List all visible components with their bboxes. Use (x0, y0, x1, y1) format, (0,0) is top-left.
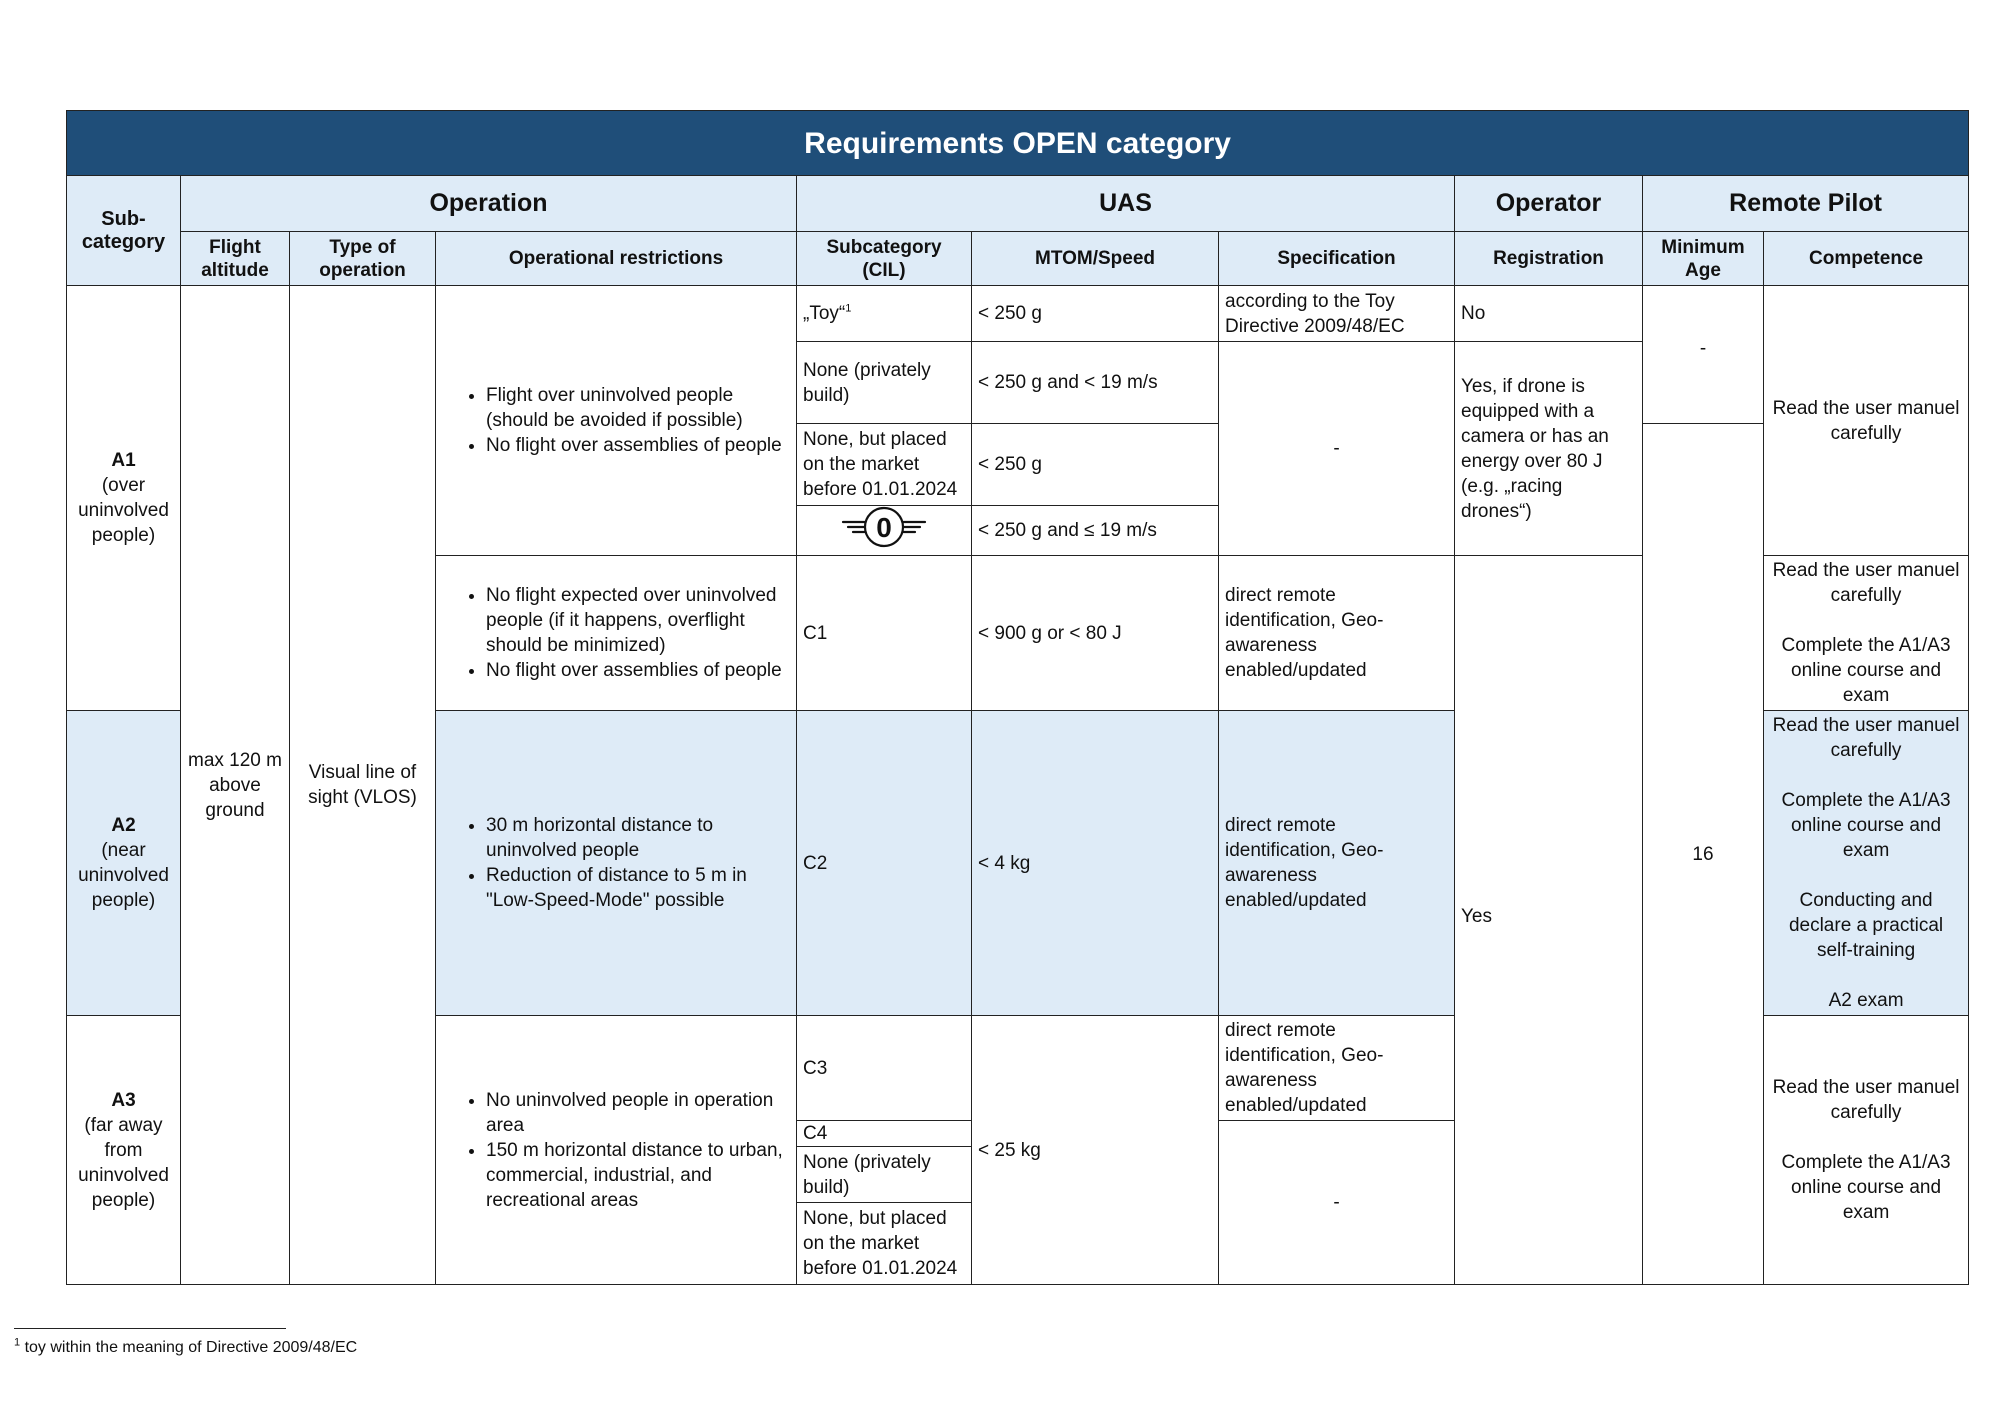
mtom-a3: < 25 kg (972, 1016, 1219, 1285)
header-operator: Operator (1455, 176, 1643, 232)
subcategory-code: A2 (111, 815, 136, 836)
subcategory-description: (over uninvolved people) (78, 475, 169, 546)
subcategory-code: A3 (111, 1089, 136, 1111)
type-of-operation-value: Visual line of sight (VLOS) (290, 286, 436, 1285)
header-type-of-operation: Type of operation (290, 232, 436, 286)
mtom-c0: < 250 g and ≤ 19 m/s (972, 506, 1219, 556)
footnote-divider (14, 1328, 286, 1329)
spec-c3: direct remote identification, Geo-awareness enabled/updated (1219, 1016, 1455, 1121)
header-specification: Specification (1219, 232, 1455, 286)
mtom-none-market: < 250 g (972, 424, 1219, 506)
cil-none-private: None (privately build) (797, 342, 972, 424)
competence-item: Complete the A1/A3 online course and exam (1781, 790, 1951, 861)
footnote (14, 1338, 357, 1358)
spec-c1: direct remote identification, Geo-awareness enabled/updated (1219, 556, 1455, 711)
competence-item: Read the user manuel carefully (1772, 1077, 1960, 1123)
cil-c1: C1 (797, 556, 972, 711)
flight-altitude-value: max 120 m above ground (181, 286, 290, 1285)
header-mtom-speed: MTOM/Speed (972, 232, 1219, 286)
registration-toy: No (1455, 286, 1643, 342)
spec-toy: according to the Toy Directive 2009/48/EC (1219, 286, 1455, 342)
competence-item: Complete the A1/A3 online course and exam (1781, 1152, 1951, 1223)
restriction-item: • Flight over uninvolved people (should be avoided if possible) (486, 383, 790, 433)
subcategory-a2 (67, 711, 181, 1016)
header-registration: Registration (1455, 232, 1643, 286)
header-remote-pilot: Remote Pilot (1643, 176, 1969, 232)
table-title: Requirements OPEN category (67, 111, 1969, 176)
competence-item: Complete the A1/A3 online course and exam (1781, 635, 1951, 706)
c0-class-mark-icon (839, 506, 929, 548)
restriction-item: • No flight expected over uninvolved people (if it happens, overflight should be minimized) (486, 583, 790, 658)
cil-none-private-a3: None (privately build) (797, 1147, 972, 1203)
minimum-age-16: 16 (1643, 424, 1764, 1285)
restriction-item: • Reduction of distance to 5 m in "Low-Speed-Mode" possible (486, 863, 790, 913)
competence-item: A2 exam (1828, 990, 1904, 1011)
restriction-item: • No flight over assemblies of people (486, 433, 790, 458)
operational-restrictions-a1-open (436, 286, 797, 556)
footnote-mark: 1 (14, 1336, 21, 1349)
cil-c0 (797, 506, 972, 556)
subcategory-description: (far away from uninvolved people) (78, 1114, 169, 1211)
competence-item: Conducting and declare a practical self-training (1788, 890, 1944, 961)
header-flight-altitude: Flight altitude (181, 232, 290, 286)
competence-item: Read the user manuel carefully (1772, 560, 1960, 606)
mtom-toy: < 250 g (972, 286, 1219, 342)
cil-toy (797, 286, 972, 342)
mtom-c1: < 900 g or < 80 J (972, 556, 1219, 711)
restriction-item: • No flight over assemblies of people (486, 658, 790, 683)
minimum-age-dash: - (1643, 286, 1764, 424)
c0-class-mark-digit: 0 (876, 512, 892, 543)
subcategory-code: A1 (111, 450, 136, 471)
header-competence: Competence (1764, 232, 1969, 286)
spec-c2: direct remote identification, Geo-awareness enabled/updated (1219, 711, 1455, 1016)
header-operational-restrictions: Operational restrictions (436, 232, 797, 286)
restriction-item: • 30 m horizontal distance to uninvolved people (486, 813, 790, 863)
subcategory-description: (near uninvolved people) (78, 840, 169, 911)
competence-a3 (1764, 1016, 1969, 1285)
requirements-table (66, 110, 1969, 1285)
mtom-none-private: < 250 g and < 19 m/s (972, 342, 1219, 424)
competence-a2 (1764, 711, 1969, 1016)
header-operation: Operation (181, 176, 797, 232)
operational-restrictions-a1-c1 (436, 556, 797, 711)
registration-yes: Yes (1455, 556, 1643, 1285)
registration-conditional: Yes, if drone is equipped with a camera or has an energy over 80 J (e.g. „racing drones“) (1455, 342, 1643, 556)
spec-dash: - (1219, 342, 1455, 556)
cil-toy-label: „Toy“ (803, 303, 846, 324)
restriction-item: • 150 m horizontal distance to urban, commercial, industrial, and recreational areas (486, 1138, 790, 1213)
competence-item: Read the user manuel carefully (1772, 715, 1960, 761)
cil-c4: C4 (797, 1121, 972, 1147)
mtom-c2: < 4 kg (972, 711, 1219, 1016)
header-subcategory: Sub-category (67, 176, 181, 286)
table-row (67, 286, 1969, 342)
footnote-text: toy within the meaning of Directive 2009/48/EC (24, 1339, 358, 1356)
cil-c2: C2 (797, 711, 972, 1016)
operational-restrictions-a3 (436, 1016, 797, 1285)
cil-none-market-a3: None, but placed on the market before 01.01.2024 (797, 1203, 972, 1285)
header-subcategory-cil: Subcategory (CIL) (797, 232, 972, 286)
cil-c3: C3 (797, 1016, 972, 1121)
competence-a1-open: Read the user manuel carefully (1764, 286, 1969, 556)
subcategory-a1 (67, 286, 181, 711)
operational-restrictions-a2 (436, 711, 797, 1016)
header-uas: UAS (797, 176, 1455, 232)
cil-none-market: None, but placed on the market before 01.01.2024 (797, 424, 972, 506)
restriction-item: • No uninvolved people in operation area (486, 1088, 790, 1138)
header-minimum-age: Minimum Age (1643, 232, 1764, 286)
footnote-ref: 1 (845, 302, 852, 315)
competence-a1-c1 (1764, 556, 1969, 711)
spec-dash-a3: - (1219, 1121, 1455, 1285)
subcategory-a3 (67, 1016, 181, 1285)
